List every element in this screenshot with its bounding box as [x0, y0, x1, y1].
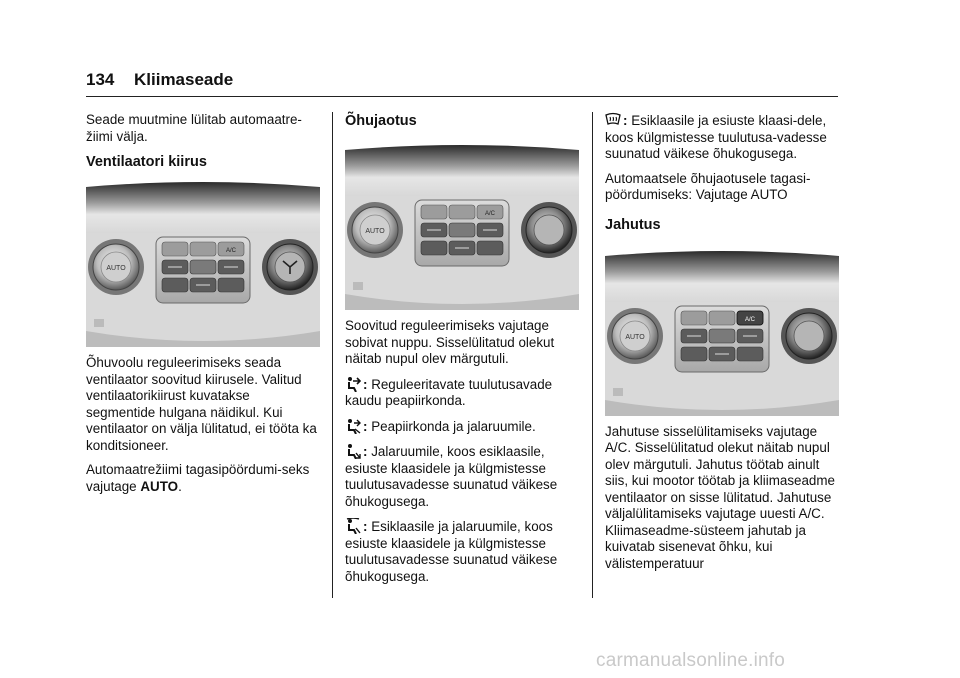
bi-level-mode-icon	[345, 418, 361, 434]
vent-mode-icon	[345, 376, 361, 392]
auto-text: Automaatrežiimi tagasipöördumi-seks vajutage	[86, 462, 310, 494]
panel-auto-label: AUTO	[106, 265, 126, 272]
mode-item-text: Jalaruumile, koos esiklaasile, esiuste klaasidele ja külgmistesse tuulutusavadesse suunatud väikese õhukogusega.	[345, 444, 558, 509]
mode-item-text: Esiklaasile ja esiuste klaasi-dele, koos külgmistesse tuulutusa-vadesse suunatud väikese õhukogusega.	[605, 113, 827, 161]
auto-end: .	[178, 478, 182, 494]
mode-item-text: Esiklaasile ja jalaruumile, koos esiuste klaasidele ja külgmistesse tuulutusavadesse suunatud väikese õhukogusega.	[345, 519, 558, 584]
fan-paragraph: Õhuvoolu reguleerimiseks seada ventilaator soovitud kiirusele. Valitud ventilaatorikiirust kuvatakse segmentide hulgana näidikul. Kui ventilaator on välja lülitatud, ei tööta ka konditsioneer.	[86, 355, 317, 453]
mode-item-defrost: : Esiklaasile ja esiuste klaasi-dele, koos külgmistesse tuulutusa-vadesse suunatud väikese õhukogusega.	[605, 113, 827, 161]
auto-paragraph	[86, 462, 320, 495]
column-1	[86, 112, 320, 503]
mode-item-defog: : Esiklaasile ja jalaruumile, koos esiuste klaasidele ja külgmistesse tuulutusavadesse suunatud väikese õhukogusega.	[345, 519, 558, 584]
mode-item-floor: : Jalaruumile, koos esiklaasile, esiuste klaasidele ja külgmistesse tuulutusavadesse suunatud väikese õhukogusega.	[345, 444, 558, 509]
mode-item-bilevel: : Peapiirkonda ja jalaruumile.	[345, 418, 579, 436]
heading-cooling: Jahutus	[605, 216, 661, 233]
cooling-paragraph: Jahutuse sisselülitamiseks vajutage A/C. Sisselülitatud olekut näitab nupul olev märgutuli. Jahutus töötab ainult siis, kui mootor töötab ja kliimaseadme ventilaator on sisse lülitatud. Jahutuse väljalülitamiseks vajutage uuesti A/C. Kliimaseadme-süsteem jahutab ja kuivatab sisenevat õhku, kui välistemperatuur	[605, 423, 835, 571]
auto-return-paragraph: Automaatsele õhujaotusele tagasi-pöördumiseks: Vajutage AUTO	[605, 170, 811, 202]
column-3	[605, 112, 839, 580]
climate-panel-figure-fan	[86, 181, 320, 347]
panel-ac-label: A/C	[225, 248, 237, 254]
climate-panel-figure-cooling	[605, 250, 839, 416]
watermark: carmanualsonline.info	[596, 650, 786, 671]
panel-ac-label: A/C	[744, 316, 756, 323]
page-number: 134	[86, 70, 115, 89]
distribution-intro: Soovitud reguleerimiseks vajutage sobivat nuppu. Sisselülitatud olekut näitab nupul olev märgutuli.	[345, 318, 555, 366]
header-rule	[86, 96, 838, 97]
climate-panel-figure-distribution	[345, 144, 579, 310]
column-divider	[592, 112, 593, 598]
chapter-title: Kliimaseade	[134, 70, 234, 89]
defrost-mode-icon	[605, 112, 621, 128]
floor-mode-icon	[345, 443, 361, 459]
heading-air-distribution: Õhujaotus	[345, 113, 417, 129]
panel-auto-label: AUTO	[365, 228, 385, 235]
heading-fan-speed: Ventilaatori kiirus	[86, 154, 207, 170]
column-2	[345, 112, 579, 593]
mode-item-text: Reguleeritavate tuulutusavade kaudu peapiirkonda.	[345, 376, 553, 408]
panel-ac-label: A/C	[484, 211, 496, 217]
intro-paragraph: Seade muutmine lülitab automaatre-žiimi välja.	[86, 112, 302, 144]
defog-mode-icon	[345, 518, 361, 534]
auto-button-label: AUTO	[140, 478, 179, 494]
column-divider	[332, 112, 333, 598]
mode-item-text: Peapiirkonda ja jalaruumile.	[371, 418, 536, 434]
panel-auto-label: AUTO	[625, 333, 645, 341]
mode-item-vent: : Reguleeritavate tuulutusavade kaudu peapiirkonda.	[345, 376, 553, 408]
